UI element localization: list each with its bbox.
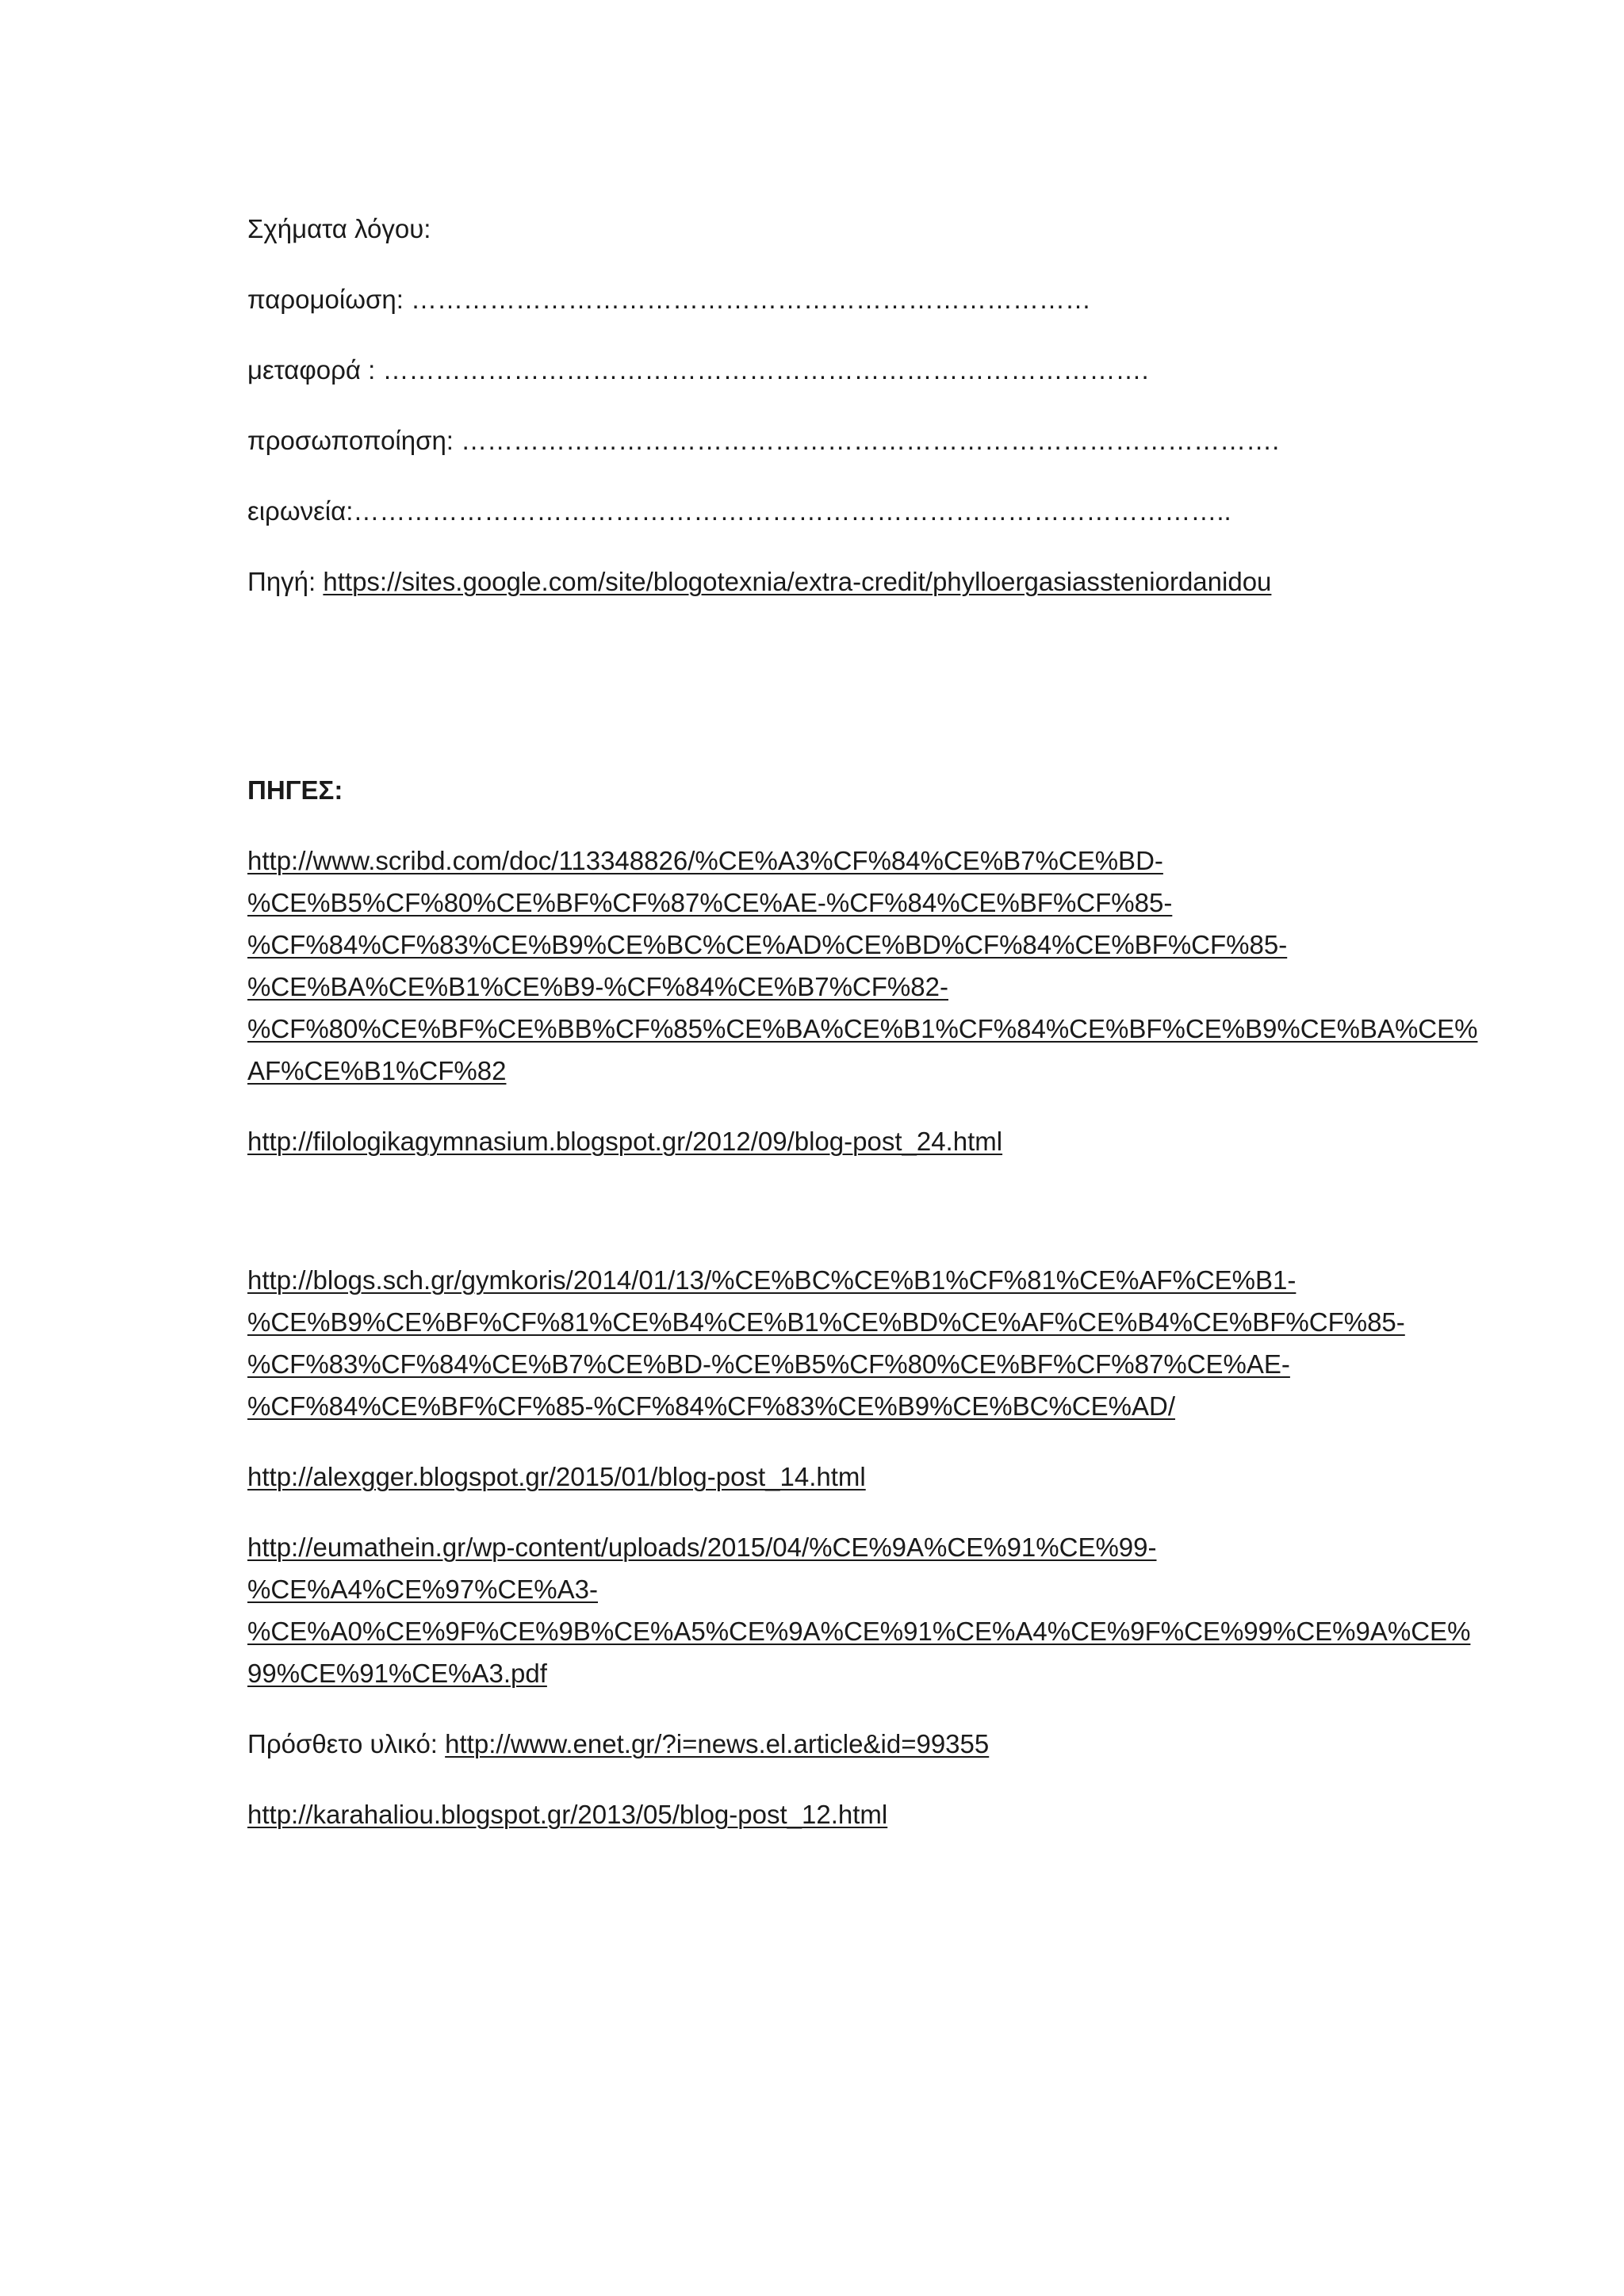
source-link-filologika[interactable] [247,1120,1397,1162]
source-link-blogs-sch[interactable] [247,1259,1405,1427]
extra-material [247,1723,1397,1765]
figure-blank: ……………………………………………………………………………………….. [353,496,1231,526]
link-line[interactable]: http://alexgger.blogspot.gr/2015/01/blog-post_14.html [247,1462,866,1491]
extra-label: Πρόσθετο υλικό: [247,1729,438,1758]
figures-title: Σχήματα λόγου: [247,214,431,243]
link-line[interactable]: AF%CE%B1%CF%82 [247,1056,507,1085]
figure-label: μεταφορά : [247,355,376,385]
figure-label: παρομοίωση: [247,285,404,314]
figures-source [247,561,1397,603]
figure-item-metaphor [247,349,1397,391]
source-link-eumathein[interactable] [247,1526,1471,1694]
link-line[interactable]: http://blogs.sch.gr/gymkoris/2014/01/13/%CE%BC%CE%B1%CF%81%CE%AF%CE%B1- [247,1265,1297,1295]
figure-item-simile [247,278,1397,320]
link-line[interactable]: %CF%84%CF%83%CE%B9%CE%BC%CE%AD%CE%BD%CF%84%CE%BF%CF%85- [247,930,1288,959]
link-line[interactable]: %CF%83%CF%84%CE%B7%CE%BD-%CE%B5%CF%80%CE%BF%CF%87%CE%AE- [247,1349,1290,1379]
link-line[interactable]: %CE%B9%CE%BF%CF%81%CE%B4%CE%B1%CE%BD%CE%AF%CE%B4%CE%BF%CF%85- [247,1307,1405,1337]
sources-heading: ΠΗΓΕΣ: [247,775,343,805]
figure-blank: ……………………………………………………………………………. [375,355,1149,385]
link-line[interactable]: http://www.scribd.com/doc/113348826/%CE%A3%CF%84%CE%B7%CE%BD- [247,846,1163,875]
figure-item-irony [247,490,1397,532]
figure-label: ειρωνεία: [247,496,354,526]
source-link[interactable]: https://sites.google.com/site/blogotexnia/extra-credit/phylloergasiassteniordanidou [323,567,1272,596]
link-line[interactable]: %CE%BA%CE%B1%CE%B9-%CF%84%CE%B7%CF%82- [247,972,948,1001]
figure-item-personification [247,419,1397,461]
figure-label: προσωποποίηση: [247,426,454,455]
link-line[interactable]: http://karahaliou.blogspot.gr/2013/05/blog-post_12.html [247,1800,888,1829]
document-page [247,208,1478,1835]
link-line[interactable]: http://filologikagymnasium.blogspot.gr/2012/09/blog-post_24.html [247,1127,1003,1156]
link-line[interactable]: %CE%A0%CE%9F%CE%9B%CE%A5%CE%9A%CE%91%CE%A4%CE%9F%CE%99%CE%9A%CE% [247,1617,1471,1646]
link-line[interactable]: %CF%80%CE%BF%CE%BB%CF%85%CE%BA%CE%B1%CF%84%CE%BF%CE%B9%CE%BA%CE% [247,1014,1478,1043]
extra-link[interactable]: http://www.enet.gr/?i=news.el.article&id=99355 [445,1729,990,1758]
figure-blank: …………………………………………………………………… [403,285,1092,314]
source-link-alexgger[interactable] [247,1456,1397,1498]
link-line[interactable]: 99%CE%91%CE%A3.pdf [247,1659,547,1688]
source-link-karahaliou[interactable] [247,1793,1397,1835]
link-line[interactable]: http://eumathein.gr/wp-content/uploads/2015/04/%CE%9A%CE%91%CE%99- [247,1533,1157,1562]
figure-blank: …………………………………………………………………………………. [453,426,1280,455]
link-line[interactable]: %CE%B5%CF%80%CE%BF%CF%87%CE%AE-%CF%84%CE%BF%CF%85- [247,888,1173,917]
link-line[interactable]: %CE%A4%CE%97%CE%A3- [247,1575,599,1604]
source-link-scribd[interactable] [247,840,1478,1092]
source-label: Πηγή: [247,567,316,596]
link-line[interactable]: %CF%84%CE%BF%CF%85-%CF%84%CF%83%CE%B9%CE%BC%CE%AD/ [247,1391,1176,1421]
